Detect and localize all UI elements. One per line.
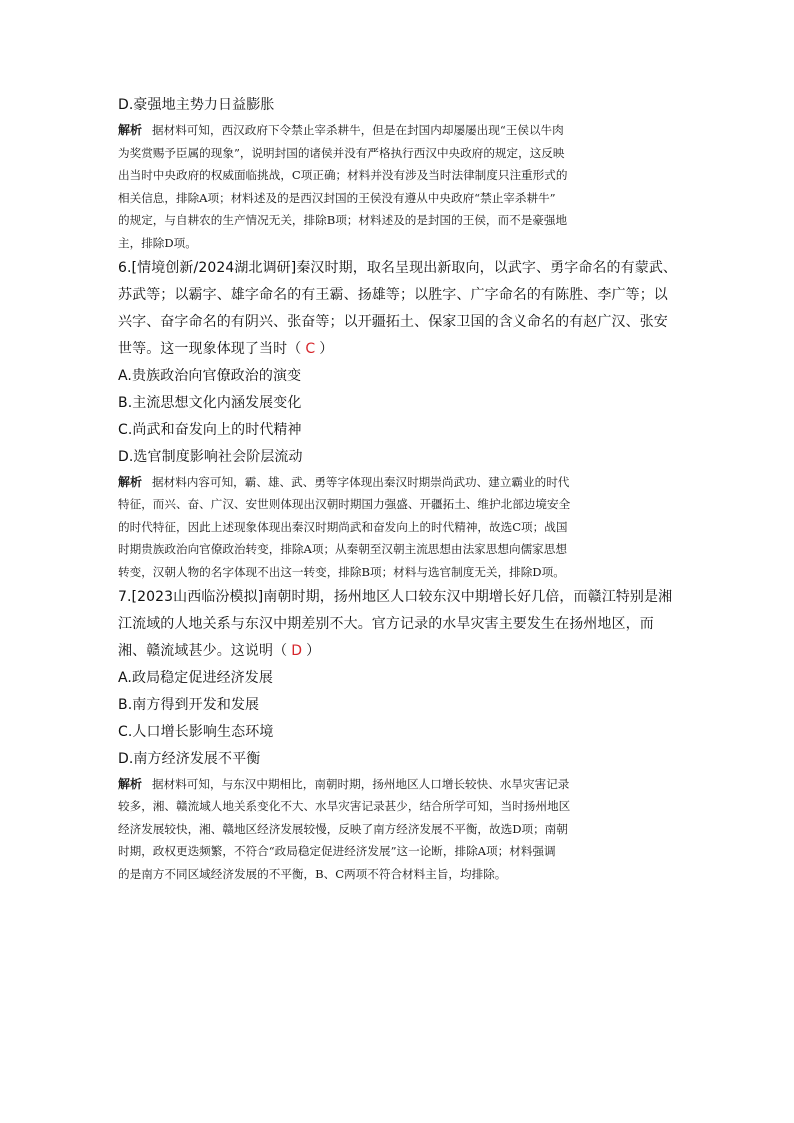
q7-explanation — [118, 773, 678, 886]
q6-stem — [118, 255, 678, 363]
q7-options — [118, 665, 678, 773]
q6-stem-line: 苏武等；以霸字、雄字命名的有王霸、扬雄等；以胜字、广字命名的有陈胜、李广等；以 — [118, 286, 668, 303]
q7-stem — [118, 584, 678, 665]
q7-option-d: D.南方经济发展不平衡 — [118, 750, 261, 767]
q5-explanation-line: 出当时中央政府的权威面临挑战，C项正确；材料并没有涉及当时法律制度只注重形式的 — [118, 168, 568, 183]
q7-option-c: C.人口增长影响生态环境 — [118, 723, 274, 740]
explanation-label: 解析 — [118, 776, 143, 791]
q7-stem-line: 江流域的人地关系与东汉中期差别不大。官方记录的水旱灾害主要发生在扬州地区，而 — [118, 615, 654, 632]
q6-explanation-line: 转变，汉朝人物的名字体现不出这一转变，排除B项；材料与选官制度无关，排除D项。 — [118, 564, 565, 579]
q5-explanation-line: 解析 据材料可知，西汉政府下令禁止宰杀耕牛，但是在封国内却屡屡出现“王侯以牛肉 — [118, 123, 564, 137]
q7-option-b: B.南方得到开发和发展 — [118, 696, 260, 713]
document-page — [118, 92, 678, 886]
q6-explanation-line: 时期贵族政治向官僚政治转变，排除A项；从秦朝至汉朝主流思想由法家思想向儒家思想 — [118, 542, 567, 557]
q7-explanation-line: 经济发展较快，湘、赣地区经济发展较慢，反映了南方经济发展不平衡，故选D项；南朝 — [118, 821, 568, 836]
q7-explanation-line: 时期，政权更迭频繁，不符合“政局稳定促进经济发展”这一论断，排除A项；材料强调 — [118, 844, 556, 859]
q7-explanation-line: 较多，湘、赣流域人地关系变化不大、水旱灾害记录甚少，结合所学可知，当时扬州地区 — [118, 799, 571, 814]
q6-explanation-line: 解析 据材料内容可知，霸、雄、武、勇等字体现出秦汉时期崇尚武功、建立霸业的时代 — [118, 474, 570, 489]
q6-options — [118, 363, 678, 471]
q6-stem-line: 世等。这一现象体现了当时（ C ） — [118, 336, 678, 363]
q6-option-b: B.主流思想文化内涵发展变化 — [118, 394, 302, 411]
q6-stem-line: 6.[情境创新/2024湖北调研]秦汉时期，取名呈现出新取向，以武字、勇字命名的有蒙武、 — [118, 259, 678, 276]
explanation-label: 解析 — [118, 474, 143, 489]
q5-explanation-line: 为奖赏赐予臣属的现象”，说明封国的诸侯并没有严格执行西汉中央政府的规定，这反映 — [118, 145, 565, 160]
q7-stem-line: 湘、赣流域甚少。这说明（ D ） — [118, 638, 678, 665]
q5-explanation-line: 的规定，与自耕农的生产情况无关，排除B项；材料述及的是封国的王侯，而不是豪强地 — [118, 213, 568, 228]
q7-explanation-line: 的是南方不同区域经济发展的不平衡，B、C两项不符合材料主旨，均排除。 — [118, 866, 507, 881]
q6-explanation — [118, 471, 678, 584]
q5-option-d: D.豪强地主势力日益膨胀 — [118, 97, 275, 113]
q7-answer: D — [291, 642, 303, 659]
q7-explanation-line: 解析 据材料可知，与东汉中期相比，南朝时期，扬州地区人口增长较快、水旱灾害记录 — [118, 776, 570, 791]
q6-option-c: C.尚武和奋发向上的时代精神 — [118, 421, 302, 438]
q5-explanation-line: 主，排除D项。 — [118, 235, 197, 250]
q6-explanation-line: 的时代特征，因此上述现象体现出秦汉时期尚武和奋发向上的时代精神，故选C项；战国 — [118, 519, 568, 534]
explanation-label: 解析 — [118, 123, 143, 137]
q5-explanation — [118, 119, 678, 255]
q5-explanation-line: 相关信息，排除A项；材料述及的是西汉封国的王侯没有遵从中央政府“禁止宰杀耕牛” — [118, 190, 556, 205]
q6-option-a: A.贵族政治向官僚政治的演变 — [118, 367, 302, 384]
q6-answer: C — [305, 340, 316, 357]
q6-explanation-line: 特征，而兴、奋、广汉、安世则体现出汉朝时期国力强盛、开疆拓土、维护北部边境安全 — [118, 497, 571, 512]
q7-stem-line: 7.[2023山西临汾模拟]南朝时期，扬州地区人口较东汉中期增长好几倍，而赣江特别是湘 — [118, 588, 673, 605]
q6-option-d: D.选官制度影响社会阶层流动 — [118, 448, 303, 465]
q7-option-a: A.政局稳定促进经济发展 — [118, 669, 273, 686]
q6-stem-line: 兴字、奋字命名的有阴兴、张奋等；以开疆拓土、保家卫国的含义命名的有赵广汉、张安 — [118, 313, 668, 330]
